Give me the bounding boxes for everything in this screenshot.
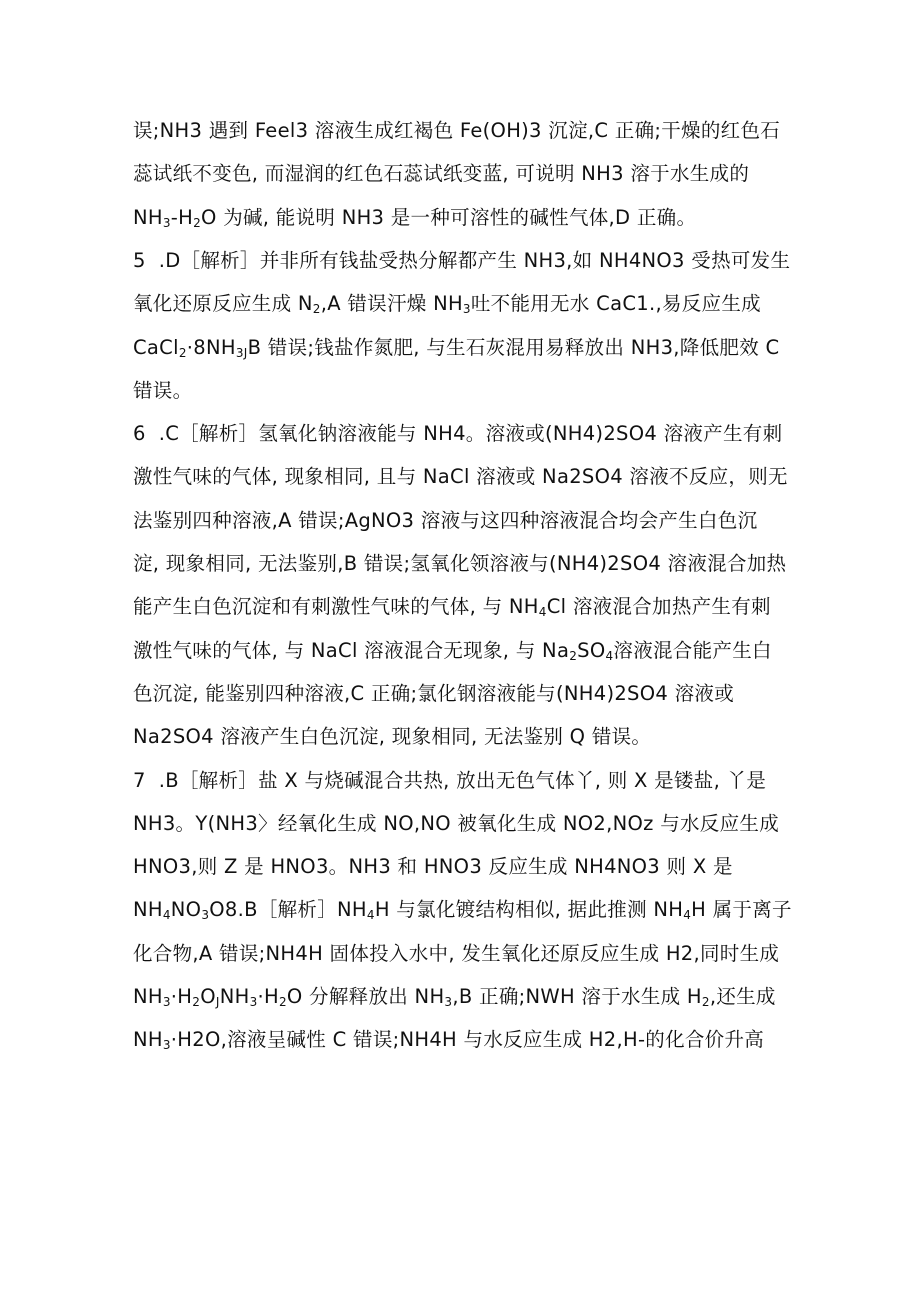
subscript-run: 2 — [569, 648, 578, 663]
text-line — [133, 681, 734, 707]
subscript-run: 3J — [235, 345, 248, 360]
subscript-run: 4 — [683, 908, 692, 923]
text-run: HNO3,则 Z 是 HNO3。NH3 和 HNO3 反应生成 NH4NO3 则 X 是 — [133, 855, 733, 879]
subscript-run: 2 — [278, 995, 287, 1009]
text-run: 能产生白色沉淀和有刺激性气味的气体, 与 NH — [133, 595, 539, 619]
subscript-run: 3 — [162, 1038, 171, 1053]
text-run: NH — [133, 898, 163, 922]
subscript-run: 2 — [178, 345, 187, 360]
text-line — [133, 724, 651, 750]
text-line — [133, 1027, 764, 1053]
subscript-run: 3 — [162, 215, 171, 230]
text-line — [133, 205, 696, 231]
text-run: -H — [170, 205, 194, 229]
text-run: 激性气味的气体, 与 NaCl 溶液混合无现象, 与 Na — [133, 638, 570, 662]
text-run: 误;NH3 遇到 Feel3 溶液生成红褐色 Fe(OH)3 沉淀,C 正确;干燥的红色石 — [133, 119, 781, 142]
text-run: ·H2O,溶液呈碱性 C 错误;NH4H 与水反应生成 H2,H-的化合价升高 — [170, 1028, 765, 1052]
text-line — [133, 421, 782, 447]
text-run: 吐不能用无水 CaC1.,易反应生成 — [470, 292, 761, 316]
text-line — [133, 551, 786, 577]
subscript-run: 4 — [162, 908, 171, 923]
subscript-run: 2 — [192, 995, 201, 1009]
text-run: 激性气味的气体, 现象相同, 且与 NaCl 溶液或 Na2SO4 溶液不反应，则无 — [133, 465, 788, 489]
text-line — [133, 941, 779, 967]
subscript-run: 4 — [605, 648, 614, 663]
subscript-run: 2 — [701, 995, 710, 1009]
text-run: NH — [133, 205, 163, 229]
subscript-run: 2 — [312, 302, 321, 317]
text-run: ,还生成 — [709, 985, 776, 1008]
text-run: 色沉淀, 能鉴别四种溶液,C 正确;氯化钢溶液能与(NH4)2SO4 溶液或 — [133, 681, 734, 705]
text-run: O 为碱, 能说明 NH3 是一种可溶性的碱性气体,D 正确。 — [201, 205, 697, 229]
text-line — [133, 335, 779, 361]
text-run: O8.B［解析］NH — [209, 898, 367, 922]
text-run: 淀, 现象相同, 无法鉴别,B 错误;氢氧化领溶液与(NH4)2SO4 溶液混合加热 — [133, 552, 787, 575]
text-run: NH — [219, 985, 250, 1008]
text-line — [133, 508, 757, 534]
text-run: 7 .B［解析］盐 X 与烧碱混合共热, 放出无色气体丫, 则 X 是镂盐, 丫是 — [133, 768, 767, 792]
text-run: 化合物,A 错误;NH4H 固体投入水中, 发生氧化还原反应生成 H2,同时生成 — [133, 941, 780, 965]
text-run: CaCl — [133, 335, 179, 359]
text-run: ·H — [170, 985, 193, 1008]
text-run: H 与氯化镀结构相似, 据此推测 NH — [374, 898, 684, 922]
text-line — [133, 768, 766, 794]
text-line — [133, 161, 749, 187]
text-line — [133, 594, 771, 620]
text-line — [133, 378, 192, 404]
text-run: ,B 正确;NWH 溶于水生成 H — [452, 985, 702, 1008]
text-run: ,A 错误汗燥 NH — [320, 292, 463, 316]
text-run: 6 .C［解析］氢氧化钠溶液能与 NH4。溶液或(NH4)2SO4 溶液产生有刺 — [133, 422, 783, 446]
text-run: SO — [577, 638, 606, 662]
subscript-run: 2 — [193, 215, 202, 230]
text-line — [133, 984, 776, 1010]
text-run: NH — [133, 985, 163, 1008]
text-line — [133, 291, 761, 317]
text-run: ·8NH — [186, 335, 236, 359]
subscript-run: 3 — [444, 995, 453, 1009]
subscript-run: 3 — [249, 995, 258, 1009]
text-line — [133, 854, 733, 880]
text-run: NH3。Y(NH3〉经氧化生成 NO,NO 被氧化生成 NO2,NOz 与水反应生成 — [133, 811, 780, 835]
text-run: 5 .D［解析］并非所有钱盐受热分解都产生 NH3,如 NH4NO3 受热可发生 — [133, 248, 791, 272]
text-run: 溶液混合能产生白 — [613, 638, 772, 662]
text-run: Cl 溶液混合加热产生有刺 — [546, 595, 771, 619]
text-run: H 属于离子 — [691, 898, 792, 922]
subscript-run: 3 — [462, 302, 471, 317]
text-run: NH — [133, 1028, 163, 1052]
text-line — [133, 897, 792, 923]
text-run: 错误。 — [133, 378, 193, 402]
text-run: NO — [170, 898, 202, 922]
subscript-run: 3 — [162, 995, 171, 1009]
subscript-run: 4 — [366, 908, 375, 923]
text-run: ·H — [257, 985, 279, 1008]
subscript-run: 3 — [201, 908, 210, 923]
text-run: 法鉴别四种溶液,A 错误;AgNO3 溶液与这四种溶液混合均会产生白色沉 — [133, 508, 758, 532]
text-line — [133, 248, 790, 274]
text-run: O 分解释放出 NH — [286, 985, 445, 1008]
text-line — [133, 638, 772, 664]
text-run: 氧化还原反应生成 N — [133, 292, 313, 316]
text-run: O — [200, 985, 216, 1008]
subscript-run: 4 — [538, 605, 547, 620]
text-line — [133, 811, 779, 837]
text-run: 蕊试纸不变色, 而湿润的红色石蕊试纸变蓝, 可说明 NH3 溶于水生成的 — [133, 162, 750, 186]
text-run: Na2SO4 溶液产生白色沉淀, 现象相同, 无法鉴别 Q 错误。 — [133, 725, 652, 749]
subscript-run: J — [215, 995, 220, 1009]
text-run: B 错误;钱盐作氮肥, 与生石灰混用易释放出 NH3,降低肥效 C — [247, 335, 780, 359]
text-line — [133, 464, 788, 490]
text-line — [133, 118, 780, 144]
